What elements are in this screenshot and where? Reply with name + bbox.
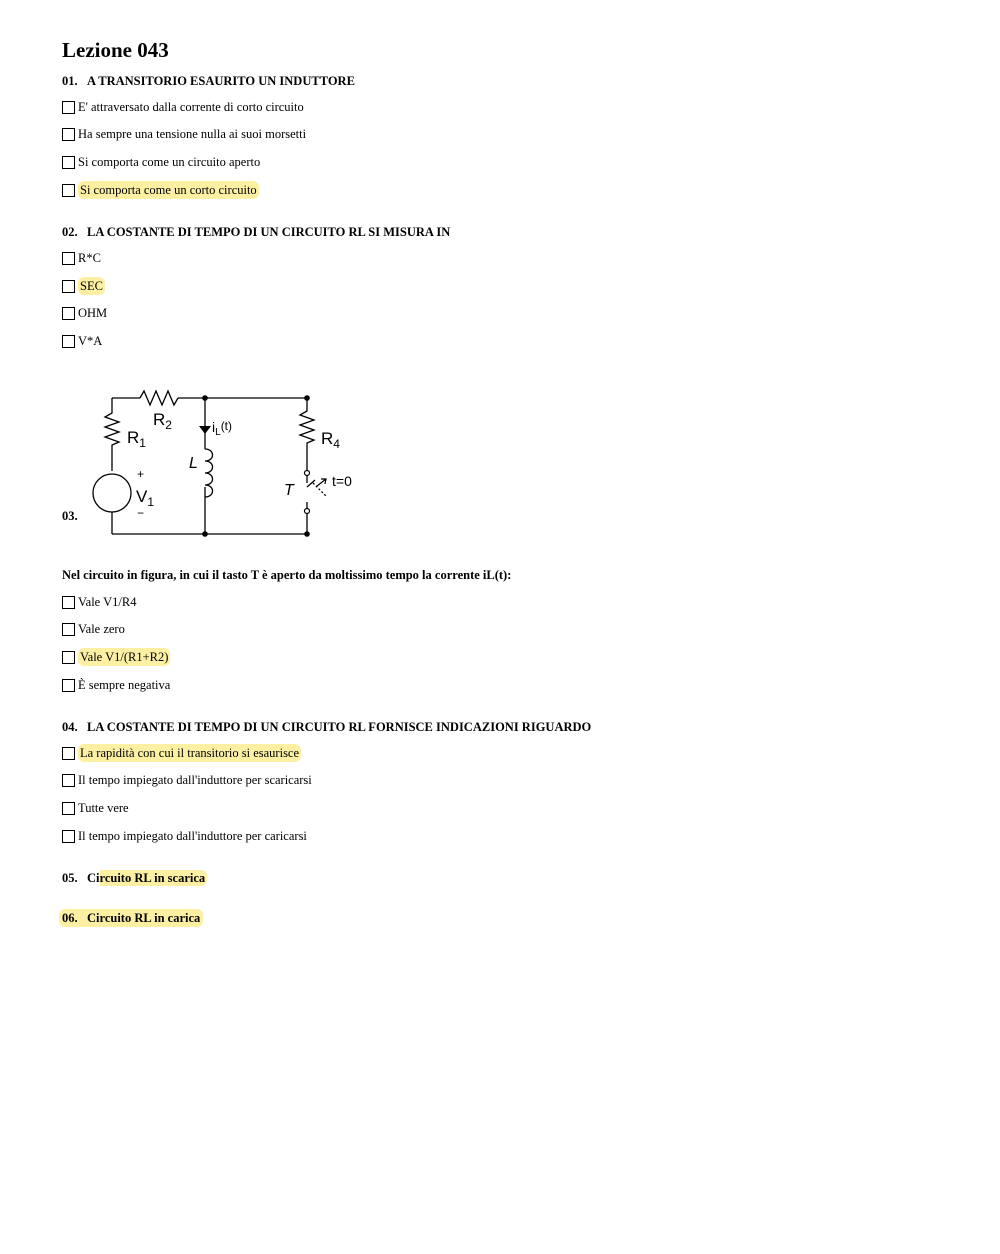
arrow-icon (317, 479, 326, 486)
question-06-heading (59, 910, 203, 926)
q3-option-2[interactable] (62, 621, 125, 637)
q2-option-3[interactable] (62, 305, 107, 321)
checkbox[interactable] (62, 184, 75, 197)
q4-option-3[interactable] (62, 800, 129, 816)
option-label: Il tempo impiegato dall'induttore per scaricarsi (78, 773, 312, 787)
checkbox[interactable] (62, 280, 75, 293)
question-number: 02. (62, 225, 78, 239)
question-05-heading (62, 870, 207, 886)
q3-option-4[interactable] (62, 677, 170, 693)
switch-contact (305, 509, 310, 514)
node (304, 395, 310, 401)
checkbox[interactable] (62, 774, 75, 787)
current-arrow-icon (199, 426, 211, 434)
q2-option-1[interactable] (62, 250, 101, 266)
circuit-diagram (85, 383, 375, 543)
label-r4: $R_4$ (321, 429, 340, 451)
option-label-highlighted: Vale V1/(R1+R2) (80, 650, 169, 664)
q1-option-4[interactable] (62, 182, 259, 198)
checkbox[interactable] (62, 307, 75, 320)
option-label: Il tempo impiegato dall'induttore per caricarsi (78, 829, 307, 843)
checkbox[interactable] (62, 156, 75, 169)
question-title: A TRANSITORIO ESAURITO UN INDUTTORE (87, 74, 355, 88)
q3-option-3[interactable] (62, 649, 170, 665)
checkbox[interactable] (62, 679, 75, 692)
option-label: Vale zero (78, 622, 125, 636)
q4-option-1[interactable] (62, 745, 301, 761)
switch-contact (305, 471, 310, 476)
q1-option-2[interactable] (62, 126, 306, 142)
question-04-heading (62, 719, 591, 735)
question-number: 01. (62, 74, 78, 88)
resistor-r4 (300, 398, 314, 471)
q4-option-2[interactable] (62, 772, 312, 788)
option-label: Ha sempre una tensione nulla ai suoi morsetti (78, 127, 307, 141)
question-01-heading (62, 73, 355, 89)
q4-option-4[interactable] (62, 828, 307, 844)
question-title: Circuito RL in carica (87, 911, 201, 925)
voltage-source-v1 (93, 474, 131, 512)
label-r2: $R_2$ (153, 410, 172, 432)
question-number: 05. (62, 871, 78, 885)
option-label-highlighted: Si comporta come un corto circuito (80, 183, 257, 197)
question-06-highlight (59, 909, 203, 927)
option-label: Tutte vere (78, 801, 129, 815)
checkbox[interactable] (62, 623, 75, 636)
checkbox[interactable] (62, 128, 75, 141)
q2-option-2[interactable] (62, 278, 105, 294)
q2-option-4[interactable] (62, 333, 102, 349)
question-03-prompt: Nel circuito in figura, in cui il tasto T è aperto da moltissimo tempo la corrente iL(t): (62, 568, 512, 582)
label-minus: − (137, 506, 145, 520)
node (202, 531, 208, 537)
q1-option-3[interactable] (62, 154, 260, 170)
checkbox[interactable] (62, 101, 75, 114)
option-label-highlighted: La rapidità con cui il transitorio si esaurisce (80, 746, 300, 760)
checkbox[interactable] (62, 802, 75, 815)
label-v1: $V_1$ (136, 487, 155, 509)
option-label: E' attraversato dalla corrente di corto circuito (78, 100, 304, 114)
question-title-prefix: Ci (87, 871, 100, 885)
node (304, 531, 310, 537)
option-label: V*A (78, 334, 103, 348)
q3-option-1[interactable] (62, 594, 136, 610)
question-number: 06. (62, 911, 78, 925)
label-switch-t: T (284, 482, 294, 499)
checkbox[interactable] (62, 335, 75, 348)
resistor-r1 (105, 398, 119, 471)
label-r1: $R_1$ (127, 428, 146, 450)
question-title: LA COSTANTE DI TEMPO DI UN CIRCUITO RL FORNISCE INDICAZIONI RIGUARDO (87, 720, 592, 734)
question-03-number: 03. (62, 509, 78, 523)
checkbox[interactable] (62, 651, 75, 664)
question-02-heading (62, 224, 450, 240)
label-plus: + (137, 467, 145, 481)
label-l: L (189, 455, 198, 472)
question-title: LA COSTANTE DI TEMPO DI UN CIRCUITO RL SI MISURA IN (87, 225, 451, 239)
q1-option-1[interactable] (62, 99, 304, 115)
option-label: Si comporta come un circuito aperto (78, 155, 261, 169)
checkbox[interactable] (62, 252, 75, 265)
question-number: 04. (62, 720, 78, 734)
option-label: È sempre negativa (78, 678, 171, 692)
label-t0: t=0 (332, 473, 352, 489)
option-label: Vale V1/R4 (78, 595, 137, 609)
resistor-r2 (140, 391, 178, 405)
question-title-highlighted: rcuito RL in scarica (99, 871, 206, 885)
label-il: $i_L(t)$ (212, 419, 233, 438)
inductor-l (205, 449, 213, 497)
checkbox[interactable] (62, 747, 75, 760)
checkbox[interactable] (62, 830, 75, 843)
option-label: OHM (78, 306, 108, 320)
page-title: Lezione 043 (62, 38, 169, 62)
option-label: R*C (78, 251, 101, 265)
checkbox[interactable] (62, 596, 75, 609)
option-label-highlighted: SEC (80, 279, 103, 293)
node (202, 395, 208, 401)
